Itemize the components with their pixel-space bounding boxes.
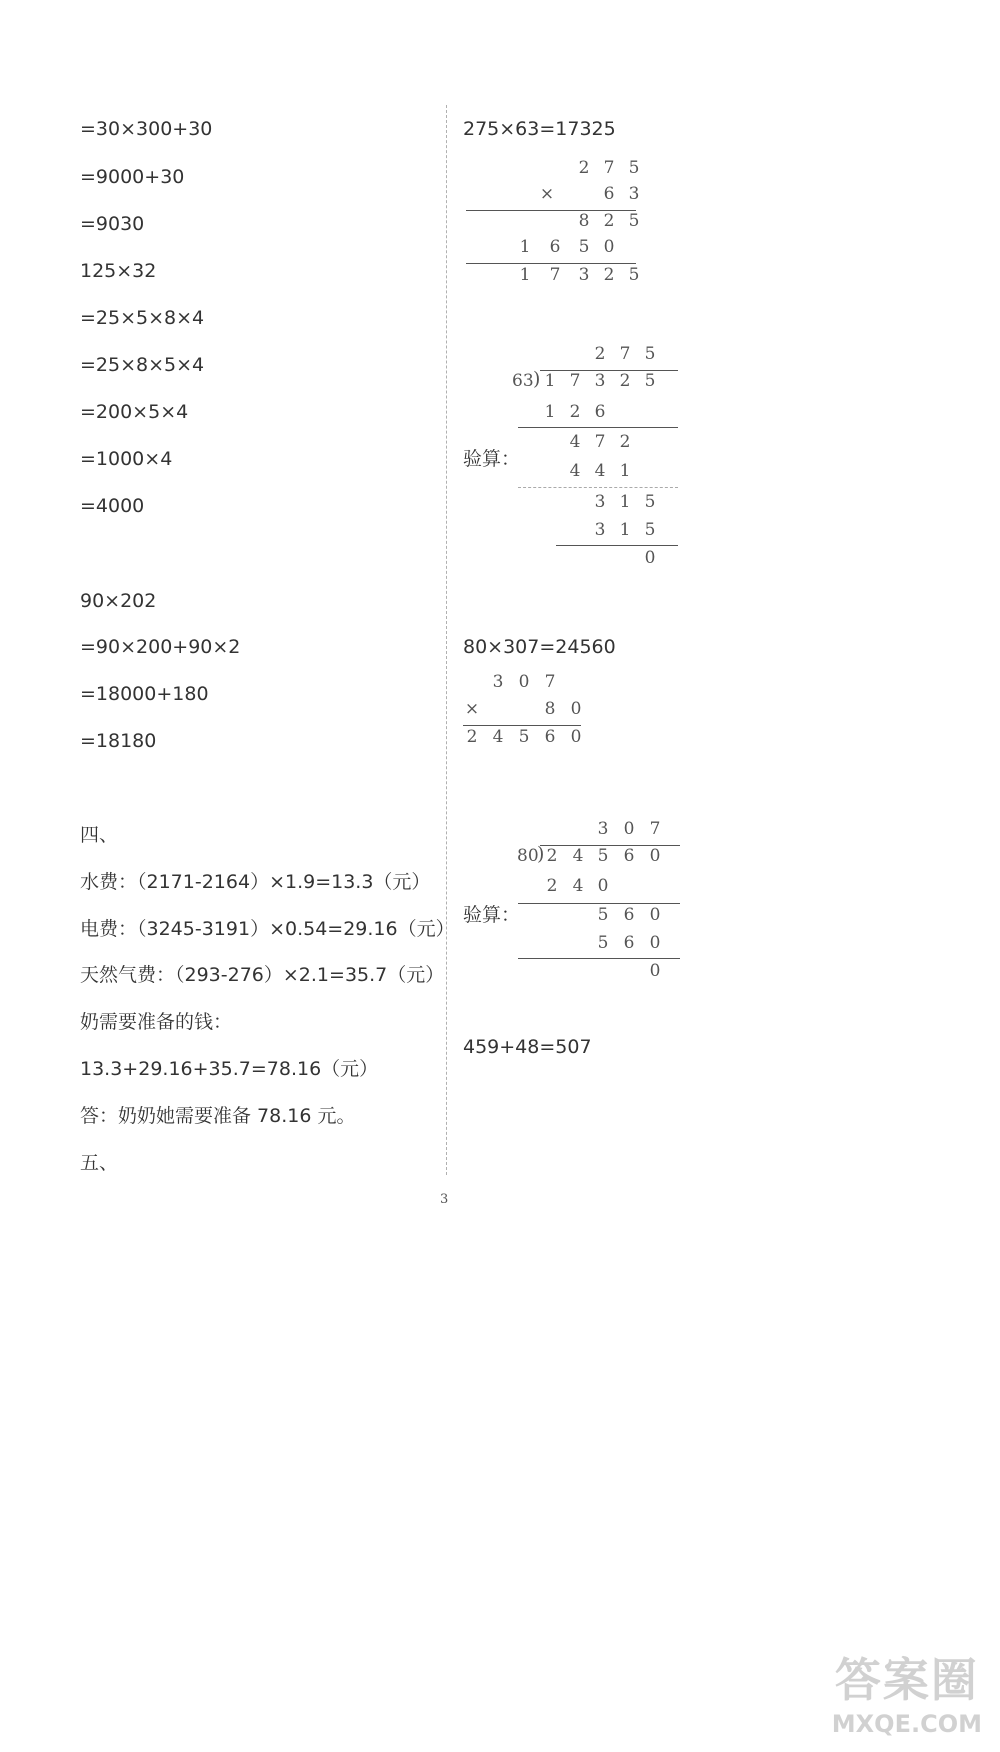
digit: 0 [518, 672, 530, 692]
digit: 0 [644, 548, 656, 568]
digit: 0 [570, 727, 582, 747]
digit: 4 [492, 727, 504, 747]
digit: 4 [572, 876, 584, 896]
calc-line: =25×8×5×4 [80, 354, 205, 376]
digit: 7 [603, 158, 615, 178]
digit: 3 [578, 265, 590, 285]
digit: 4 [569, 432, 581, 452]
multiply-sign: × [464, 699, 480, 719]
digit: 2 [603, 265, 615, 285]
calc-line: 天然气费：（293-276）×2.1=35.7（元） [80, 964, 445, 986]
rule [466, 263, 636, 264]
calc-line: 13.3+29.16+35.7=78.16（元） [80, 1058, 379, 1080]
calc-line: 90×202 [80, 590, 157, 612]
digit: 0 [603, 237, 615, 257]
digit: 0 [597, 876, 609, 896]
calc-line: =30×300+30 [80, 118, 213, 140]
watermark-logo [832, 1644, 982, 1738]
digit: 5 [628, 211, 640, 231]
digit: 6 [594, 402, 606, 422]
digit: 3 [594, 492, 606, 512]
quotient-digit: 2 [594, 344, 606, 364]
digit: 5 [578, 237, 590, 257]
equation: 459+48=507 [463, 1036, 592, 1058]
equation: 80×307=24560 [463, 636, 616, 658]
division-bracket: ) [537, 843, 545, 865]
calc-line: 奶需要准备的钱： [80, 1011, 233, 1033]
answer-line: 答：奶奶她需要准备 78.16 元。 [80, 1105, 356, 1127]
calc-line: =4000 [80, 495, 145, 517]
section-heading: 四、 [80, 824, 119, 846]
digit: 3 [628, 184, 640, 204]
page-number: 3 [440, 1192, 449, 1207]
digit: 5 [628, 265, 640, 285]
watermark-url: MXQE.COM [831, 1710, 982, 1738]
digit: 1 [519, 265, 531, 285]
calc-line: =200×5×4 [80, 401, 189, 423]
digit: 2 [466, 727, 478, 747]
digit: 5 [597, 933, 609, 953]
digit: 5 [644, 371, 656, 391]
digit: 6 [544, 727, 556, 747]
digit: 5 [597, 846, 609, 866]
digit: 7 [544, 672, 556, 692]
digit: 4 [594, 461, 606, 481]
digit: 2 [619, 432, 631, 452]
quotient-digit: 7 [649, 819, 661, 839]
multiply-sign: × [539, 184, 555, 204]
digit: 7 [549, 265, 561, 285]
digit: 6 [623, 846, 635, 866]
quotient-digit: 0 [623, 819, 635, 839]
digit: 1 [619, 461, 631, 481]
digit: 2 [569, 402, 581, 422]
digit: 5 [644, 520, 656, 540]
digit: 0 [570, 699, 582, 719]
division-bracket: ) [533, 368, 541, 390]
rule [518, 487, 678, 488]
digit: 0 [649, 846, 661, 866]
digit: 1 [519, 237, 531, 257]
calc-line: 电费：（3245-3191）×0.54=29.16（元） [80, 918, 455, 940]
calc-line: 水费：（2171-2164）×1.9=13.3（元） [80, 871, 431, 893]
calc-line: 125×32 [80, 260, 157, 282]
section-heading: 五、 [80, 1152, 119, 1174]
digit: 2 [546, 846, 558, 866]
digit: 6 [623, 905, 635, 925]
quotient-digit: 5 [644, 344, 656, 364]
divisor: 63 [512, 371, 534, 391]
digit: 0 [649, 905, 661, 925]
calc-line: =9030 [80, 213, 145, 235]
equation: 275×63=17325 [463, 118, 616, 140]
digit: 5 [644, 492, 656, 512]
digit: 1 [544, 402, 556, 422]
calc-line: =1000×4 [80, 448, 173, 470]
digit: 2 [546, 876, 558, 896]
rule [463, 725, 581, 726]
watermark-text: 答案圈 [834, 1653, 979, 1707]
digit: 6 [603, 184, 615, 204]
digit: 3 [492, 672, 504, 692]
digit: 4 [569, 461, 581, 481]
digit: 2 [578, 158, 590, 178]
rule [518, 958, 680, 959]
calc-line: =18180 [80, 730, 157, 752]
digit: 2 [603, 211, 615, 231]
rule [518, 427, 678, 428]
digit: 7 [569, 371, 581, 391]
calc-line: =90×200+90×2 [80, 636, 241, 658]
quotient-digit: 7 [619, 344, 631, 364]
quotient-digit: 3 [597, 819, 609, 839]
divisor: 80 [517, 846, 539, 866]
digit: 6 [623, 933, 635, 953]
digit: 8 [544, 699, 556, 719]
digit: 3 [594, 520, 606, 540]
digit: 2 [619, 371, 631, 391]
digit: 0 [649, 961, 661, 981]
digit: 0 [649, 933, 661, 953]
check-label: 验算： [463, 448, 521, 470]
digit: 3 [594, 371, 606, 391]
digit: 5 [597, 905, 609, 925]
rule [518, 903, 680, 904]
digit: 5 [518, 727, 530, 747]
calc-line: =25×5×8×4 [80, 307, 205, 329]
calc-line: =9000+30 [80, 166, 185, 188]
digit: 5 [628, 158, 640, 178]
digit: 1 [544, 371, 556, 391]
digit: 4 [572, 846, 584, 866]
calc-line: =18000+180 [80, 683, 209, 705]
digit: 1 [619, 520, 631, 540]
digit: 8 [578, 211, 590, 231]
rule [556, 545, 678, 546]
digit: 7 [594, 432, 606, 452]
digit: 1 [619, 492, 631, 512]
digit: 6 [549, 237, 561, 257]
check-label: 验算： [463, 904, 521, 926]
